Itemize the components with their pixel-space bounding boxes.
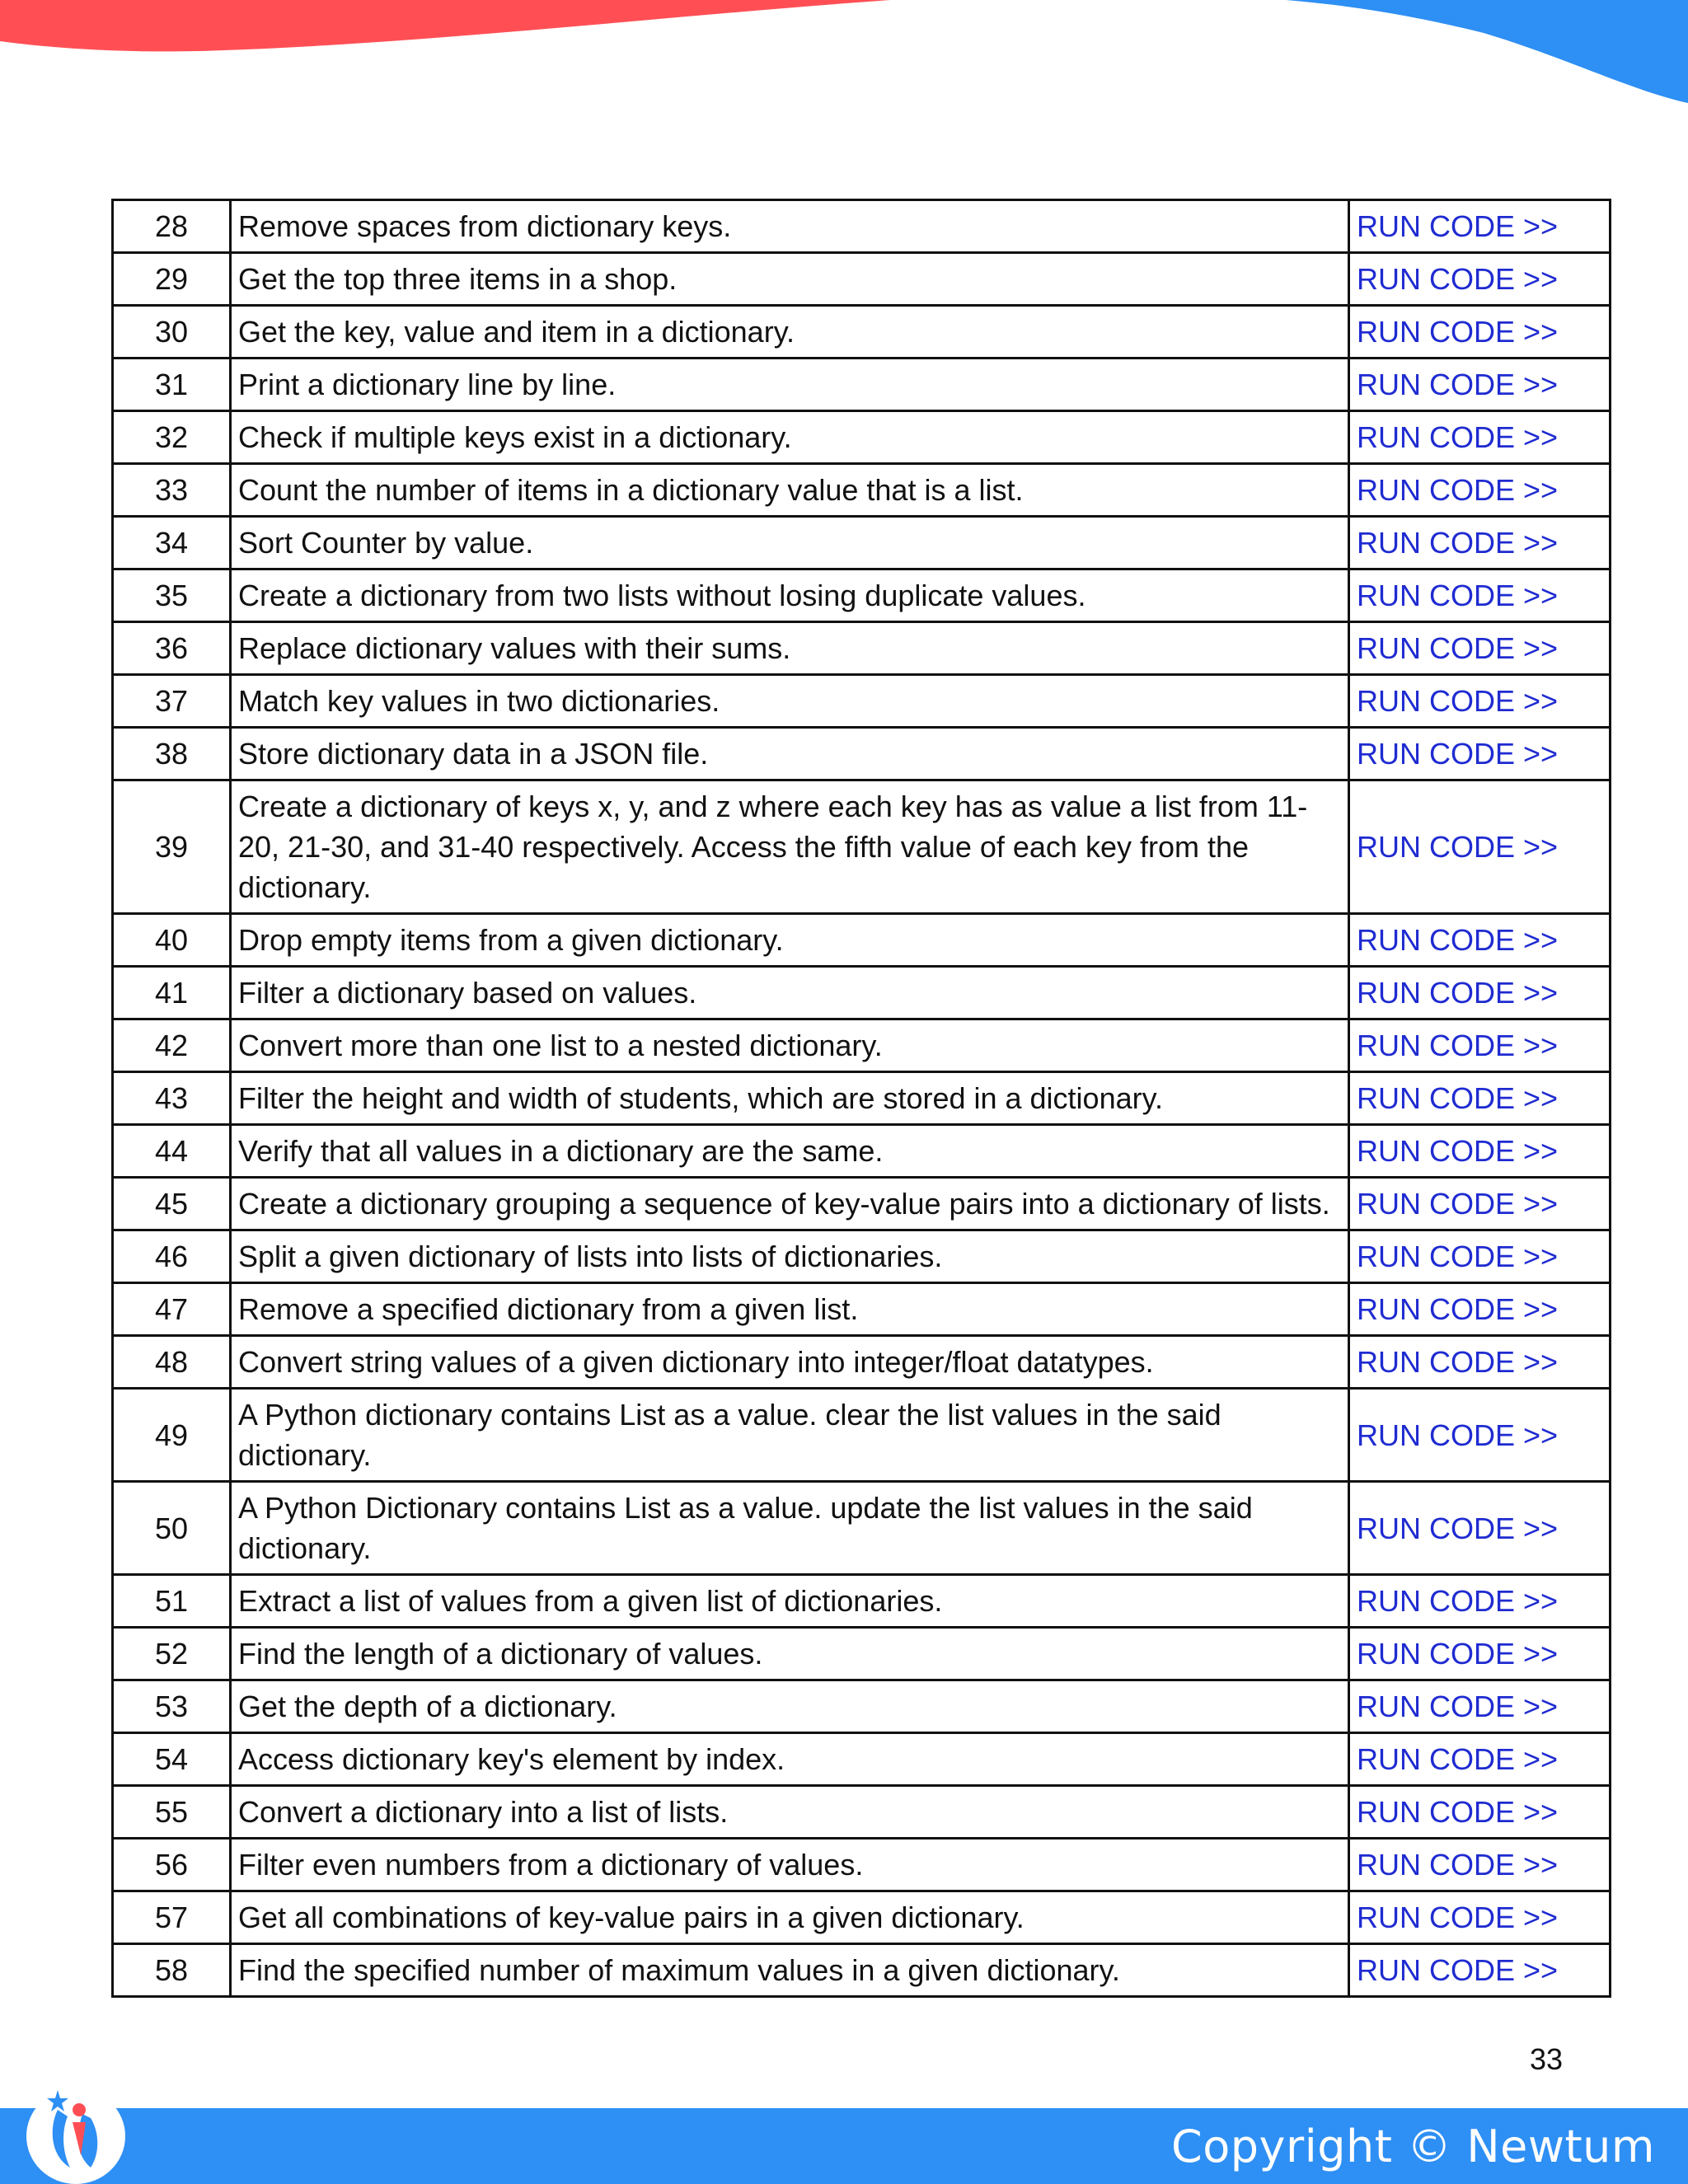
run-code-link[interactable]: RUN CODE >> <box>1357 1953 1559 1987</box>
problem-number: 46 <box>113 1230 231 1283</box>
run-code-link[interactable]: RUN CODE >> <box>1357 1637 1559 1671</box>
run-code-link[interactable]: RUN CODE >> <box>1357 1029 1559 1062</box>
table-row <box>113 253 1611 306</box>
run-code-cell <box>1349 517 1611 569</box>
run-code-link[interactable]: RUN CODE >> <box>1357 684 1559 718</box>
problem-description: Find the length of a dictionary of values. <box>231 1628 1349 1680</box>
table-row <box>113 1733 1611 1786</box>
run-code-cell <box>1349 1019 1611 1072</box>
run-code-cell <box>1349 780 1611 914</box>
table-row <box>113 1891 1611 1944</box>
problem-number: 42 <box>113 1019 231 1072</box>
problem-description: Filter a dictionary based on values. <box>231 967 1349 1019</box>
problem-number: 55 <box>113 1786 231 1839</box>
problem-number: 57 <box>113 1891 231 1944</box>
problem-number: 37 <box>113 675 231 728</box>
run-code-link[interactable]: RUN CODE >> <box>1357 1134 1559 1168</box>
table-row <box>113 1839 1611 1891</box>
run-code-cell <box>1349 411 1611 464</box>
table-row <box>113 1786 1611 1839</box>
run-code-link[interactable]: RUN CODE >> <box>1357 1081 1559 1115</box>
run-code-cell <box>1349 1178 1611 1230</box>
table-row <box>113 1230 1611 1283</box>
problem-description: Convert more than one list to a nested dictionary. <box>231 1019 1349 1072</box>
problem-number: 50 <box>113 1482 231 1575</box>
table-row <box>113 517 1611 569</box>
problem-number: 45 <box>113 1178 231 1230</box>
run-code-cell <box>1349 1944 1611 1997</box>
run-code-link[interactable]: RUN CODE >> <box>1357 1795 1559 1829</box>
problem-number: 35 <box>113 569 231 622</box>
problems-table-body <box>113 200 1611 1997</box>
problem-description: Verify that all values in a dictionary are the same. <box>231 1125 1349 1178</box>
run-code-cell <box>1349 1891 1611 1944</box>
problem-number: 33 <box>113 464 231 517</box>
problem-number: 39 <box>113 780 231 914</box>
problem-description: Split a given dictionary of lists into lists of dictionaries. <box>231 1230 1349 1283</box>
table-row <box>113 359 1611 411</box>
problem-number: 28 <box>113 200 231 253</box>
problem-description: Check if multiple keys exist in a dictionary. <box>231 411 1349 464</box>
table-row <box>113 1336 1611 1389</box>
run-code-cell <box>1349 1628 1611 1680</box>
table-row <box>113 967 1611 1019</box>
run-code-cell <box>1349 675 1611 728</box>
problem-description: Store dictionary data in a JSON file. <box>231 728 1349 780</box>
problem-description: Match key values in two dictionaries. <box>231 675 1349 728</box>
problem-description: Get all combinations of key-value pairs in a given dictionary. <box>231 1891 1349 1944</box>
run-code-cell <box>1349 1575 1611 1628</box>
problem-description: Remove a specified dictionary from a given list. <box>231 1283 1349 1336</box>
run-code-cell <box>1349 967 1611 1019</box>
table-row <box>113 1125 1611 1178</box>
run-code-link[interactable]: RUN CODE >> <box>1357 420 1559 454</box>
footer-copyright: Copyright © Newtum <box>1171 2121 1655 2172</box>
run-code-cell <box>1349 1336 1611 1389</box>
run-code-link[interactable]: RUN CODE >> <box>1357 262 1559 296</box>
table-row <box>113 728 1611 780</box>
run-code-link[interactable]: RUN CODE >> <box>1357 1187 1559 1221</box>
run-code-link[interactable]: RUN CODE >> <box>1357 1690 1559 1723</box>
table-row <box>113 780 1611 914</box>
problem-description: Filter the height and width of students, which are stored in a dictionary. <box>231 1072 1349 1125</box>
run-code-link[interactable]: RUN CODE >> <box>1357 1742 1559 1776</box>
table-row <box>113 1389 1611 1482</box>
run-code-link[interactable]: RUN CODE >> <box>1357 1418 1559 1452</box>
run-code-link[interactable]: RUN CODE >> <box>1357 830 1559 864</box>
run-code-cell <box>1349 1389 1611 1482</box>
problem-description: Remove spaces from dictionary keys. <box>231 200 1349 253</box>
run-code-cell <box>1349 200 1611 253</box>
run-code-link[interactable]: RUN CODE >> <box>1357 1511 1559 1545</box>
problem-description: Create a dictionary grouping a sequence of key-value pairs into a dictionary of lists. <box>231 1178 1349 1230</box>
run-code-cell <box>1349 1733 1611 1786</box>
run-code-link[interactable]: RUN CODE >> <box>1357 579 1559 612</box>
run-code-cell <box>1349 1482 1611 1575</box>
run-code-cell <box>1349 253 1611 306</box>
run-code-cell <box>1349 914 1611 967</box>
run-code-link[interactable]: RUN CODE >> <box>1357 209 1559 243</box>
run-code-link[interactable]: RUN CODE >> <box>1357 1584 1559 1618</box>
run-code-cell <box>1349 1230 1611 1283</box>
run-code-link[interactable]: RUN CODE >> <box>1357 1900 1559 1934</box>
run-code-link[interactable]: RUN CODE >> <box>1357 737 1559 771</box>
run-code-link[interactable]: RUN CODE >> <box>1357 1240 1559 1273</box>
problem-description: Access dictionary key's element by index. <box>231 1733 1349 1786</box>
table-row <box>113 1628 1611 1680</box>
table-row <box>113 1072 1611 1125</box>
problem-description: Sort Counter by value. <box>231 517 1349 569</box>
table-row <box>113 675 1611 728</box>
problem-description: Drop empty items from a given dictionary. <box>231 914 1349 967</box>
problem-number: 44 <box>113 1125 231 1178</box>
table-row <box>113 1680 1611 1733</box>
run-code-cell <box>1349 1072 1611 1125</box>
problem-description: Count the number of items in a dictionary value that is a list. <box>231 464 1349 517</box>
run-code-link[interactable]: RUN CODE >> <box>1357 976 1559 1010</box>
page-number: 33 <box>1529 2042 1563 2076</box>
problem-number: 41 <box>113 967 231 1019</box>
problems-table <box>111 199 1611 1998</box>
problem-number: 58 <box>113 1944 231 1997</box>
problem-number: 52 <box>113 1628 231 1680</box>
problem-description: Get the top three items in a shop. <box>231 253 1349 306</box>
run-code-link[interactable]: RUN CODE >> <box>1357 526 1559 560</box>
run-code-link[interactable]: RUN CODE >> <box>1357 1848 1559 1882</box>
table-row <box>113 464 1611 517</box>
table-row <box>113 200 1611 253</box>
problem-number: 51 <box>113 1575 231 1628</box>
run-code-cell <box>1349 1839 1611 1891</box>
table-row <box>113 1944 1611 1997</box>
problem-number: 48 <box>113 1336 231 1389</box>
run-code-cell <box>1349 359 1611 411</box>
table-row <box>113 569 1611 622</box>
run-code-cell <box>1349 1283 1611 1336</box>
run-code-link[interactable]: RUN CODE >> <box>1357 473 1559 507</box>
run-code-link[interactable]: RUN CODE >> <box>1357 1345 1559 1379</box>
run-code-cell <box>1349 1125 1611 1178</box>
problem-number: 40 <box>113 914 231 967</box>
problem-description: Get the key, value and item in a dictionary. <box>231 306 1349 359</box>
table-row <box>113 622 1611 675</box>
problem-number: 43 <box>113 1072 231 1125</box>
run-code-link[interactable]: RUN CODE >> <box>1357 631 1559 665</box>
problem-number: 32 <box>113 411 231 464</box>
problem-number: 47 <box>113 1283 231 1336</box>
problem-description: Get the depth of a dictionary. <box>231 1680 1349 1733</box>
problem-description: Extract a list of values from a given list of dictionaries. <box>231 1575 1349 1628</box>
problem-number: 38 <box>113 728 231 780</box>
newtum-logo-icon <box>25 2077 128 2184</box>
run-code-link[interactable]: RUN CODE >> <box>1357 315 1559 349</box>
problem-number: 34 <box>113 517 231 569</box>
problem-description: A Python dictionary contains List as a value. clear the list values in the said dictionary. <box>231 1389 1349 1482</box>
table-row <box>113 914 1611 967</box>
problem-number: 30 <box>113 306 231 359</box>
run-code-cell <box>1349 728 1611 780</box>
problem-number: 29 <box>113 253 231 306</box>
table-row <box>113 1482 1611 1575</box>
problem-number: 54 <box>113 1733 231 1786</box>
problem-description: Convert a dictionary into a list of lists. <box>231 1786 1349 1839</box>
run-code-cell <box>1349 464 1611 517</box>
header-wave-decoration <box>0 0 1688 115</box>
run-code-cell <box>1349 622 1611 675</box>
run-code-cell <box>1349 306 1611 359</box>
problem-number: 53 <box>113 1680 231 1733</box>
run-code-cell <box>1349 1786 1611 1839</box>
run-code-cell <box>1349 1680 1611 1733</box>
problem-number: 36 <box>113 622 231 675</box>
problem-description: Create a dictionary of keys x, y, and z where each key has as value a list from 11-20, 21-30, and 31-40 respectively. Access the fifth value of each key from the dictionary. <box>231 780 1349 914</box>
problem-number: 49 <box>113 1389 231 1482</box>
table-row <box>113 1178 1611 1230</box>
table-row <box>113 1575 1611 1628</box>
problem-number: 31 <box>113 359 231 411</box>
table-row <box>113 411 1611 464</box>
table-row <box>113 306 1611 359</box>
table-row <box>113 1019 1611 1072</box>
problem-number: 56 <box>113 1839 231 1891</box>
table-row <box>113 1283 1611 1336</box>
problem-description: Create a dictionary from two lists without losing duplicate values. <box>231 569 1349 622</box>
problem-description: Filter even numbers from a dictionary of values. <box>231 1839 1349 1891</box>
problem-description: Find the specified number of maximum values in a given dictionary. <box>231 1944 1349 1997</box>
run-code-link[interactable]: RUN CODE >> <box>1357 1292 1559 1326</box>
problem-description: Replace dictionary values with their sums. <box>231 622 1349 675</box>
run-code-link[interactable]: RUN CODE >> <box>1357 923 1559 957</box>
problem-description: A Python Dictionary contains List as a value. update the list values in the said dictionary. <box>231 1482 1349 1575</box>
run-code-link[interactable]: RUN CODE >> <box>1357 368 1559 401</box>
run-code-cell <box>1349 569 1611 622</box>
problem-description: Print a dictionary line by line. <box>231 359 1349 411</box>
problem-description: Convert string values of a given dictionary into integer/float datatypes. <box>231 1336 1349 1389</box>
